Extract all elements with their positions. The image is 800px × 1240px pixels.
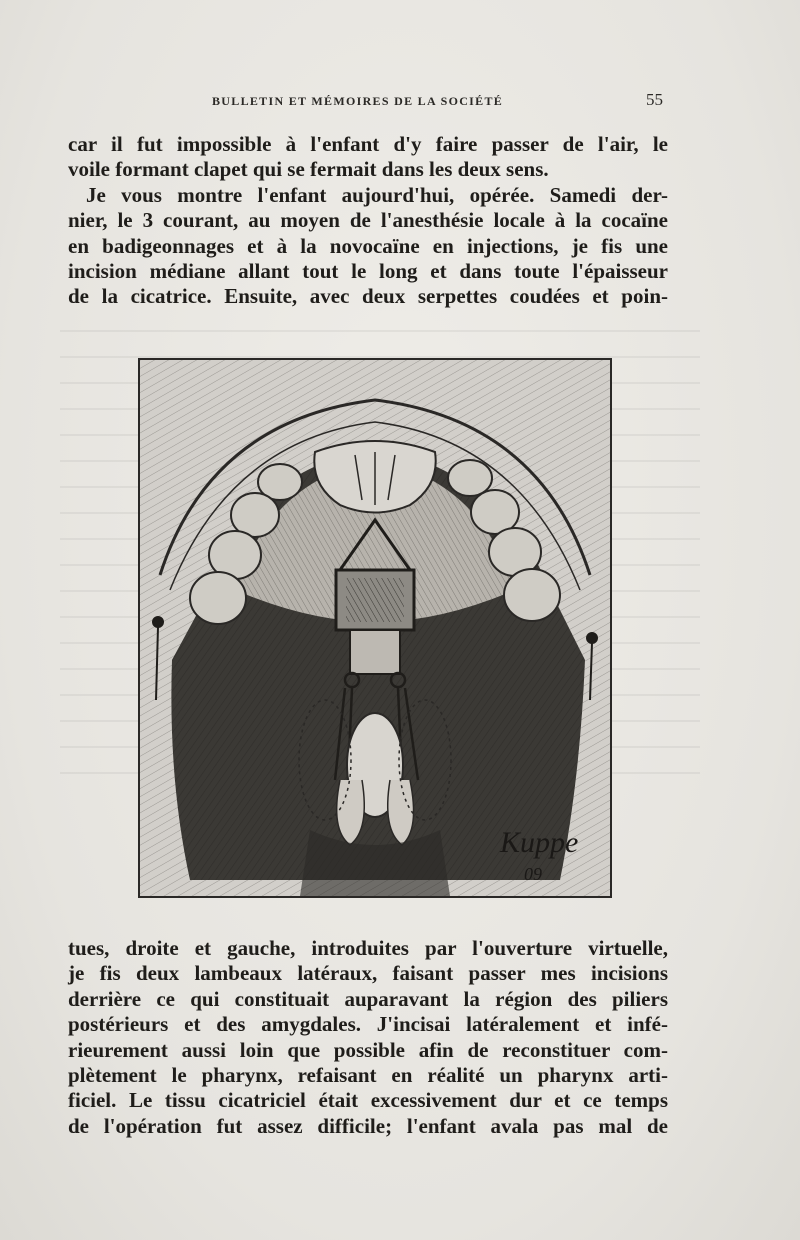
text-line: en badigeonnages et à la novocaïne en injections, je fis une bbox=[68, 233, 668, 258]
body-text-bottom bbox=[68, 936, 668, 1139]
text-line: derrière ce qui constituait auparavant la région des piliers bbox=[68, 986, 668, 1011]
text-line: car il fut impossible à l'enfant d'y faire passer de l'air, le bbox=[68, 132, 668, 156]
text-line: de la cicatrice. Ensuite, avec deux serpettes coudées et poin- bbox=[68, 284, 668, 309]
running-head: BULLETIN ET MÉMOIRES DE LA SOCIÉTÉ bbox=[212, 94, 504, 108]
signature-year: 09 bbox=[524, 864, 542, 884]
text-line: plètement le pharynx, refaisant en réalité un pharynx arti- bbox=[68, 1063, 668, 1088]
text-line: ficiel. Le tissu cicatriciel était excessivement dur et ce temps bbox=[68, 1088, 668, 1113]
text-line: incision médiane allant tout le long et dans toute l'épaisseur bbox=[68, 259, 668, 284]
text-line: de l'opération fut assez difficile; l'enfant avala pas mal de bbox=[68, 1113, 668, 1138]
body-text-top bbox=[68, 132, 668, 310]
illustration-drawing bbox=[140, 360, 610, 896]
signature-name: Kuppe bbox=[500, 826, 579, 859]
text-line: Je vous montre l'enfant aujourd'hui, opérée. Samedi der- bbox=[86, 182, 668, 207]
page-number: 55 bbox=[646, 90, 663, 109]
text-line: tues, droite et gauche, introduites par l'ouverture virtuelle, bbox=[68, 936, 668, 960]
text-line: voile formant clapet qui se fermait dans les deux sens. bbox=[68, 157, 549, 182]
text-line: rieurement aussi loin que possible afin de reconstituer com- bbox=[68, 1037, 668, 1062]
text-line: je fis deux lambeaux latéraux, faisant passer mes incisions bbox=[68, 961, 668, 986]
text-line: postérieurs et des amygdales. J'incisai latéralement et infé- bbox=[68, 1012, 668, 1037]
text-line: nier, le 3 courant, au moyen de l'anesthésie locale à la cocaïne bbox=[68, 208, 668, 233]
surgical-illustration bbox=[138, 358, 612, 898]
